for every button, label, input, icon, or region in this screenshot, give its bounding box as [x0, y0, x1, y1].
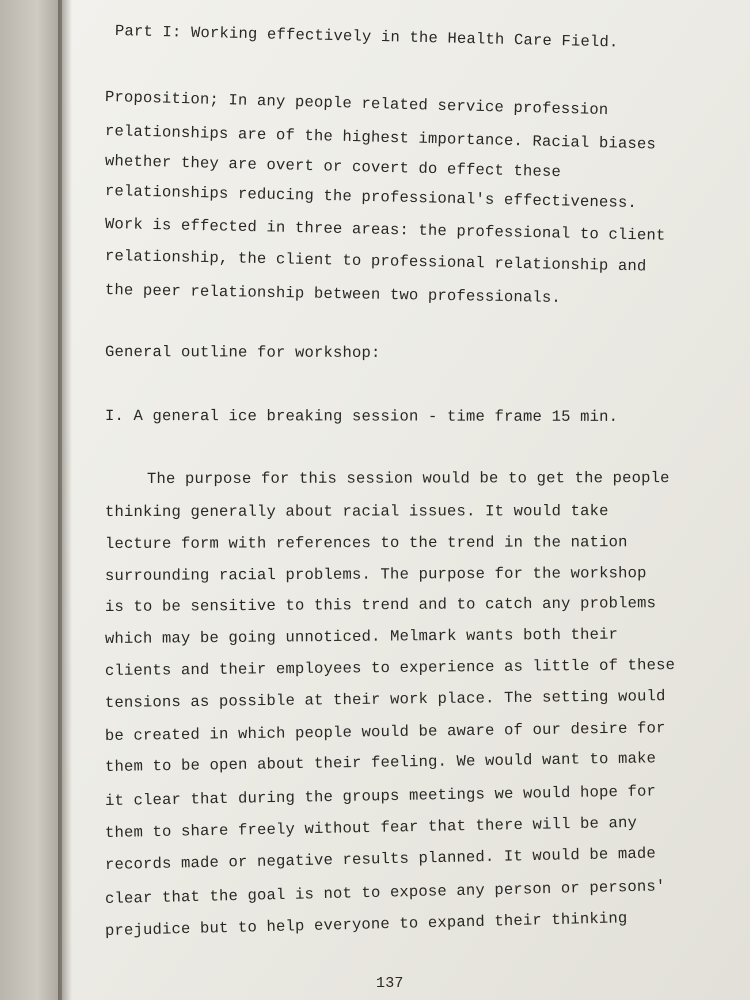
- body-line: be created in which people would be aware of our desire for: [104, 719, 666, 745]
- heading: Part I: Working effectively in the Health Care Field.: [114, 22, 619, 52]
- body-line: tensions as possible at their work place. The setting would: [104, 687, 666, 712]
- body-line: clear that the goal is not to expose any person or persons': [104, 877, 666, 908]
- proposition-line: whether they are overt or covert do effect these: [104, 152, 562, 182]
- page-text: [62, 0, 750, 1000]
- body-line: thinking generally about racial issues. It would take: [104, 502, 609, 521]
- body-line: prejudice but to help everyone to expand their thinking: [104, 909, 628, 940]
- section-heading: I. A general ice breaking session - time frame 15 min.: [104, 407, 619, 426]
- proposition-line: relationship, the client to professional relationship and: [104, 247, 647, 276]
- left-page-edge: [0, 0, 62, 1000]
- proposition-line: Work is effected in three areas: the professional to client: [104, 215, 666, 245]
- body-line: records made or negative results planned. It would be made: [104, 844, 657, 874]
- body-line: clients and their employees to experience as little of these: [104, 656, 676, 680]
- body-line: them to be open about their feeling. We would want to make: [104, 749, 657, 776]
- document-page: [62, 0, 750, 1000]
- page-number: 137: [376, 975, 404, 992]
- proposition-line: the peer relationship between two professionals.: [104, 281, 562, 307]
- proposition-line: relationships are of the highest importance. Racial biases: [104, 122, 657, 154]
- body-line: which may be going unnoticed. Melmark wants both their: [104, 625, 619, 648]
- proposition-line: relationships reducing the professional's effectiveness.: [104, 182, 638, 213]
- body-line: them to share freely without fear that there will be any: [104, 813, 638, 842]
- body-line: it clear that during the groups meetings we would hope for: [104, 782, 657, 810]
- book-spine-shadow: [58, 0, 72, 1000]
- body-line: lecture form with references to the trend in the nation: [104, 533, 628, 553]
- proposition-line: Proposition; In any people related service profession: [104, 88, 609, 120]
- body-line: surrounding racial problems. The purpose for the workshop: [104, 564, 647, 585]
- outline-label: General outline for workshop:: [104, 343, 381, 362]
- body-line: is to be sensitive to this trend and to catch any problems: [104, 594, 657, 616]
- body-line: The purpose for this session would be to get the people: [146, 469, 670, 488]
